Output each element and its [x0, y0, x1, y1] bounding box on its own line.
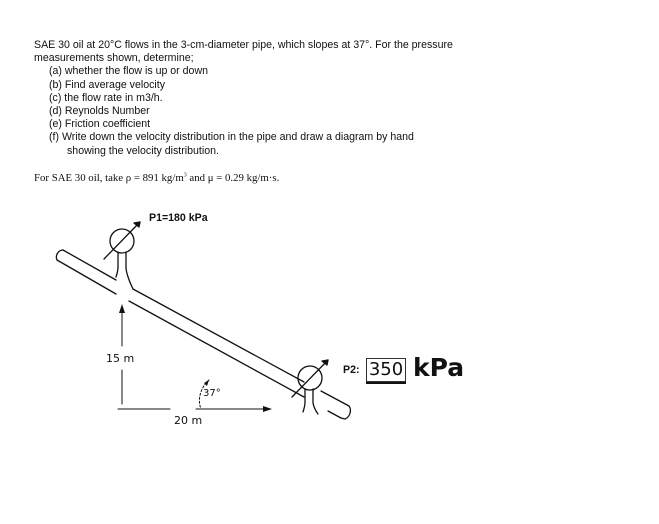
p2-unit: kPa [413, 353, 465, 382]
angle-label: 37° [203, 388, 221, 399]
width-label: 20 m [174, 414, 203, 427]
p2-label: P2: [343, 364, 360, 376]
p2-value-field[interactable]: 350 [366, 358, 406, 382]
question-e: (e) Friction coefficient [49, 118, 151, 131]
pipe-bottom-wall [57, 260, 341, 418]
pipe-right-end [341, 406, 350, 419]
question-f: (f) Write down the velocity distribution in the pipe and draw a diagram by hand [49, 131, 414, 144]
problem-intro-line2: measurements shown, determine; [34, 52, 194, 65]
problem-intro-line1: SAE 30 oil at 20°C flows in the 3-cm-diameter pipe, which slopes at 37°. For the pressure [34, 39, 453, 51]
height-label: 15 m [106, 352, 135, 365]
question-f-continued: showing the velocity distribution. [67, 144, 219, 157]
p1-label: P1=180 kPa [149, 212, 208, 224]
question-d: (d) Reynolds Number [49, 105, 150, 118]
question-b: (b) Find average velocity [49, 78, 165, 91]
gauge-2-stem [303, 389, 318, 414]
question-a: (a) whether the flow is up or down [49, 65, 208, 78]
gauge-1-stem [116, 252, 133, 289]
oil-properties-prefix: For SAE 30 oil, take ρ = 891 kg/m [34, 172, 184, 184]
oil-properties-suffix: and μ = 0.29 kg/m·s. [186, 172, 280, 184]
pipe-left-end [56, 250, 63, 260]
oil-properties-exponent: 3 [183, 172, 187, 179]
question-c: (c) the flow rate in m3/h. [49, 91, 163, 104]
